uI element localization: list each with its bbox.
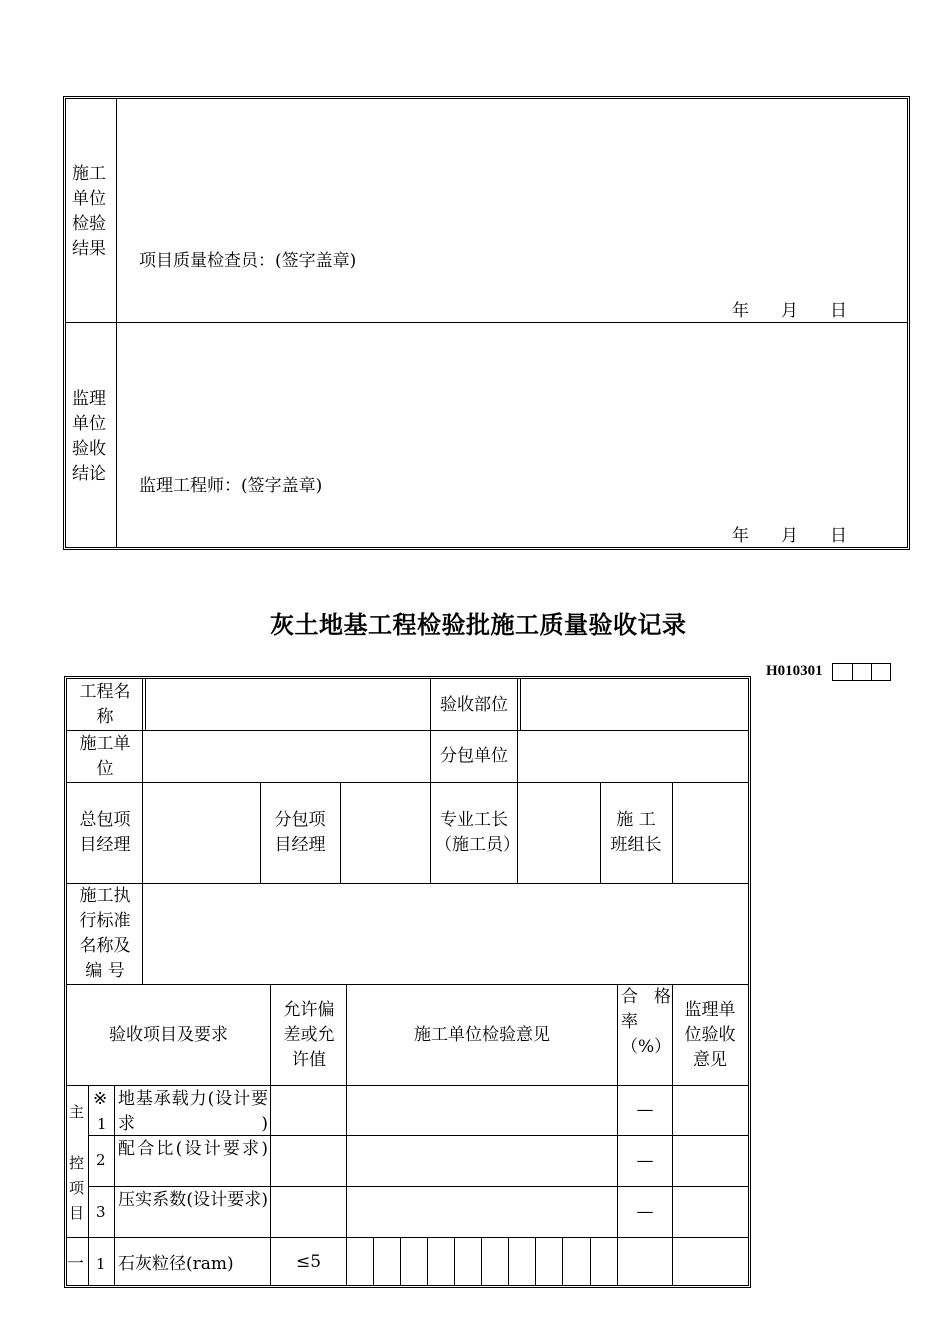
general-items-label: 一 (67, 1254, 84, 1274)
date-year: 年 (732, 301, 749, 321)
item-number: 1 (96, 1255, 106, 1273)
supervision-engineer-signature: 监理工程师：(签字盖章) (139, 476, 323, 496)
foreman-label: 专业工长（施工员） (435, 810, 520, 855)
subcontract-unit-label: 分包单位 (440, 746, 508, 766)
item-name: 压实系数(设计要求) (118, 1190, 268, 1210)
main-items-label-1: 主 (69, 1103, 85, 1121)
quality-inspector-signature: 项目质量检查员：(签字盖章) (139, 251, 357, 271)
item-name: 石灰粒径(ram) (118, 1254, 234, 1274)
main-items-label-2: 控 (69, 1154, 85, 1172)
standard-label: 施工执行标准名称及编 号 (79, 886, 131, 981)
item-number: 2 (96, 1151, 106, 1169)
main-items-label-4: 目 (69, 1204, 85, 1222)
main-items-label-3: 项 (69, 1179, 85, 1197)
team-leader-label: 施 工 班组长 (610, 810, 662, 855)
item-number: 1 (97, 1115, 107, 1133)
item-name: 配合比(设计要求) (118, 1139, 268, 1159)
item-pass-rate: — (636, 1150, 654, 1171)
pass-rate-column-header: 合格率（%） (621, 987, 672, 1057)
form-code: H010301 (766, 663, 823, 679)
item-pass-rate: — (636, 1201, 654, 1222)
items-column-header: 验收项目及要求 (109, 1024, 228, 1045)
date-day: 日 (830, 526, 847, 546)
supervision-column-header: 监理单位验收意见 (684, 999, 736, 1070)
date-day: 日 (830, 301, 847, 321)
construction-result-label: 施工单位检验结果 (72, 164, 106, 259)
form-title: 灰土地基工程检验批施工质量验收记录 (270, 610, 687, 639)
item-mark: ※ (93, 1089, 108, 1109)
code-box-3 (871, 663, 891, 681)
item-pass-rate: — (636, 1100, 654, 1120)
code-box-2 (852, 663, 872, 681)
item-tolerance: ≤5 (295, 1251, 322, 1272)
item-name: 地基承载力(设计要求) (118, 1089, 268, 1134)
item-number: 3 (96, 1203, 106, 1221)
date-month: 月 (781, 526, 798, 546)
sub-manager-label: 分包项目经理 (274, 810, 326, 855)
acceptance-part-label: 验收部位 (440, 694, 508, 715)
supervision-conclusion-label: 监理单位验收结论 (72, 389, 106, 484)
construction-unit-label: 施工单位 (79, 733, 131, 779)
date-month: 月 (781, 301, 798, 321)
inspection-column-header: 施工单位检验意见 (414, 1024, 550, 1045)
tolerance-column-header: 允许偏差或允许值 (283, 999, 335, 1070)
code-box-1 (832, 663, 853, 681)
general-manager-label: 总包项目经理 (79, 810, 131, 855)
date-year: 年 (732, 526, 749, 546)
project-name-label: 工程名称 (79, 682, 131, 727)
